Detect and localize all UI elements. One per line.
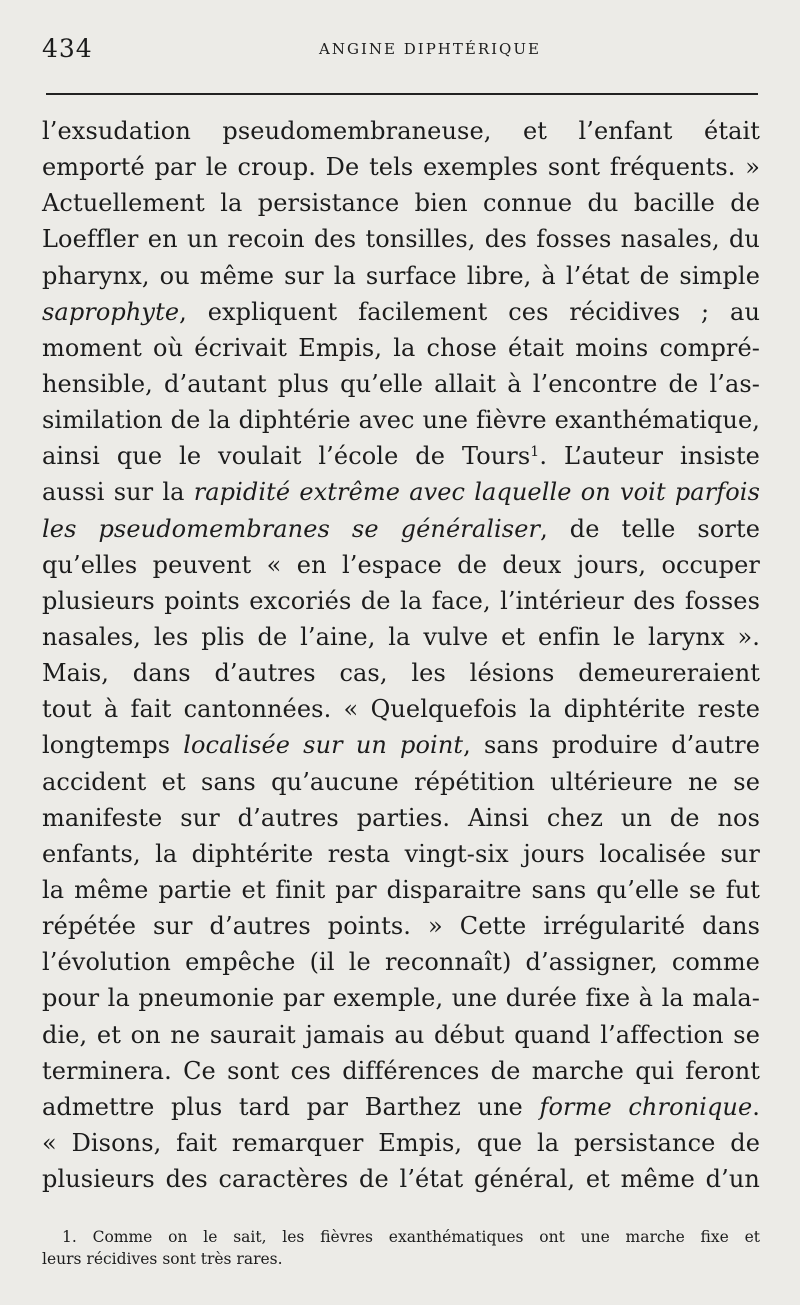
text-line: plusieurs points excoriés de la face, l’intérieur des fosses [42, 586, 760, 615]
text-line: ainsi que le voulait l’école de Tours$^1$. L’auteur insiste [42, 442, 760, 471]
footnote [42, 1226, 760, 1270]
page-number: 434 [42, 34, 93, 63]
text-line: Mais, dans d’autres cas, les lésions demeureraient [42, 659, 760, 688]
text-line: la même partie et finit par disparaitre sans qu’elle se fut [42, 875, 760, 904]
text-line: emporté par le croup. De tels exemples sont fréquents. » [42, 153, 760, 182]
italic-phrase: localisée sur un point [183, 731, 464, 760]
text-line: les pseudomembranes se généraliser, de telle sorte [42, 514, 760, 543]
text-line: longtemps localisée sur un point, sans produire d’autre [42, 731, 761, 760]
text-line: similation de la diphtérie avec une fièvre exanthématique, [42, 406, 760, 435]
text-line: moment où écrivait Empis, la chose était moins compré- [42, 333, 760, 362]
text-line: saprophyte, expliquent facilement ces récidives ; au [42, 297, 760, 326]
footnote-line: 1. Comme on le sait, les fièvres exanthématiques ont une marche fixe et [62, 1228, 760, 1246]
text-line: die, et on ne saurait jamais au début quand l’affection se [42, 1020, 760, 1049]
text-line: nasales, les plis de l’aine, la vulve et enfin le larynx ». [42, 622, 760, 651]
footnote-marker: 1 [530, 444, 540, 461]
text-line: répétée sur d’autres points. » Cette irrégularité dans [42, 912, 760, 941]
italic-phrase: les pseudomembranes se généraliser [42, 514, 541, 543]
page-header [42, 34, 758, 70]
text-line: l’évolution empêche (il le reconnaît) d’assigner, comme [42, 948, 760, 977]
text-line: terminera. Ce sont ces différences de marche qui feront [42, 1056, 760, 1085]
text-line: tout à fait cantonnées. « Quelquefois la diphtérite reste [42, 695, 760, 724]
italic-phrase: forme chronique [539, 1092, 753, 1121]
text-line: plusieurs des caractères de l’état général, et même d’un [42, 1165, 760, 1194]
text-line: l’exsudation pseudomembraneuse, et l’enfant était [42, 117, 760, 145]
text-line: qu’elles peuvent « en l’espace de deux jours, occuper [42, 550, 760, 579]
text-line: manifeste sur d’autres parties. Ainsi chez un de nos [42, 803, 760, 832]
text-line: Loeffler en un recoin des tonsilles, des fosses nasales, du [42, 225, 760, 254]
text-line: admettre plus tard par Barthez une forme chronique. [42, 1092, 761, 1121]
italic-term: saprophyte [42, 297, 180, 326]
text-line: enfants, la diphtérite resta vingt-six jours localisée sur [42, 839, 760, 868]
text-line: « Disons, fait remarquer Empis, que la persistance de [42, 1128, 760, 1157]
text-line: Actuellement la persistance bien connue du bacille de [42, 189, 760, 218]
text-line: aussi sur la rapidité extrême avec laquelle on voit parfois [42, 478, 760, 507]
footnote-line: leurs récidives sont très rares. [42, 1250, 283, 1268]
text-line: pharynx, ou même sur la surface libre, à l’état de simple [42, 261, 760, 290]
text-line: pour la pneumonie par exemple, une durée fixe à la mala- [42, 984, 760, 1013]
italic-phrase: rapidité extrême avec laquelle on voit parfois [193, 478, 760, 507]
text-line: accident et sans qu’aucune répétition ultérieure ne se [42, 767, 760, 796]
header-rule [46, 93, 758, 95]
running-title: ANGINE DIPHTÉRIQUE [319, 40, 541, 58]
body-text [42, 113, 760, 1197]
text-line: hensible, d’autant plus qu’elle allait à l’encontre de l’as- [42, 369, 760, 398]
